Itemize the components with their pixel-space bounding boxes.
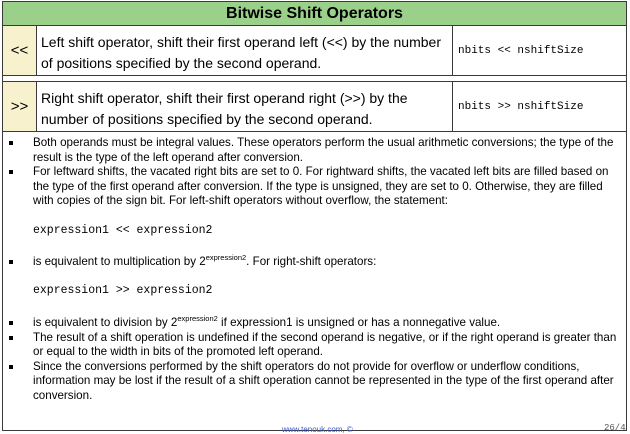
- slide-title: Bitwise Shift Operators: [3, 2, 626, 26]
- list-item: is equivalent to multiplication by $2^{expression2}$. For right-shift operators:: [7, 255, 621, 270]
- bullet-icon: [9, 365, 13, 369]
- operator-row-right-shift: [3, 82, 626, 132]
- page-number: 26/4: [604, 423, 626, 433]
- list-item: Since the conversions performed by the shift operators do not provide for overflow or underflow conditions, information may be lost if the result of a shift operation cannot be represented in the type of the first operand after conversion.: [7, 360, 621, 404]
- list-item: is equivalent to division by $2^{expression2}$ if expression1 is unsigned or has a nonnegative value.: [7, 316, 621, 331]
- operator-syntax: nbits >> nshiftSize: [452, 82, 626, 131]
- bullet-icon: [9, 141, 13, 145]
- operator-symbol: <<: [3, 26, 37, 75]
- list-item: Both operands must be integral values. These operators perform the usual arithmetic conversions; the type of the result is the type of the left operand after conversion.: [7, 136, 621, 165]
- operator-row-left-shift: [3, 26, 626, 76]
- code-line: expression1 << expression2: [33, 223, 213, 237]
- slide-frame: [2, 1, 627, 431]
- operator-description: Left shift operator, shift their first operand left (<<) by the number of positions specified by the second operand.: [41, 34, 441, 71]
- operator-symbol: >>: [3, 82, 37, 131]
- notes-list: [7, 136, 621, 404]
- list-item: For leftward shifts, the vacated right bits are set to 0. For rightward shifts, the vacated left bits are filled based on the type of the first operand after conversion. If the type is unsigned, they are set to 0. Otherwise, they are filled with copies of the sign bit. For left-shift operators without overflow, the statement:: [7, 165, 621, 209]
- bullet-icon: [9, 170, 13, 174]
- operator-syntax: nbits << nshiftSize: [452, 26, 626, 75]
- bullet-icon: [9, 336, 13, 340]
- list-item: The result of a shift operation is undefined if the second operand is negative, or if the right operand is greater than or equal to the width in bits of the promoted left operand.: [7, 331, 621, 360]
- operator-description: Right shift operator, shift their first operand right (>>) by the number of positions specified by the second operand.: [41, 90, 408, 127]
- footer-link[interactable]: www.tenouk.com, ©: [282, 425, 353, 434]
- bullet-icon: [9, 260, 13, 264]
- code-line: expression1 >> expression2: [33, 284, 213, 298]
- bullet-icon: [9, 321, 13, 325]
